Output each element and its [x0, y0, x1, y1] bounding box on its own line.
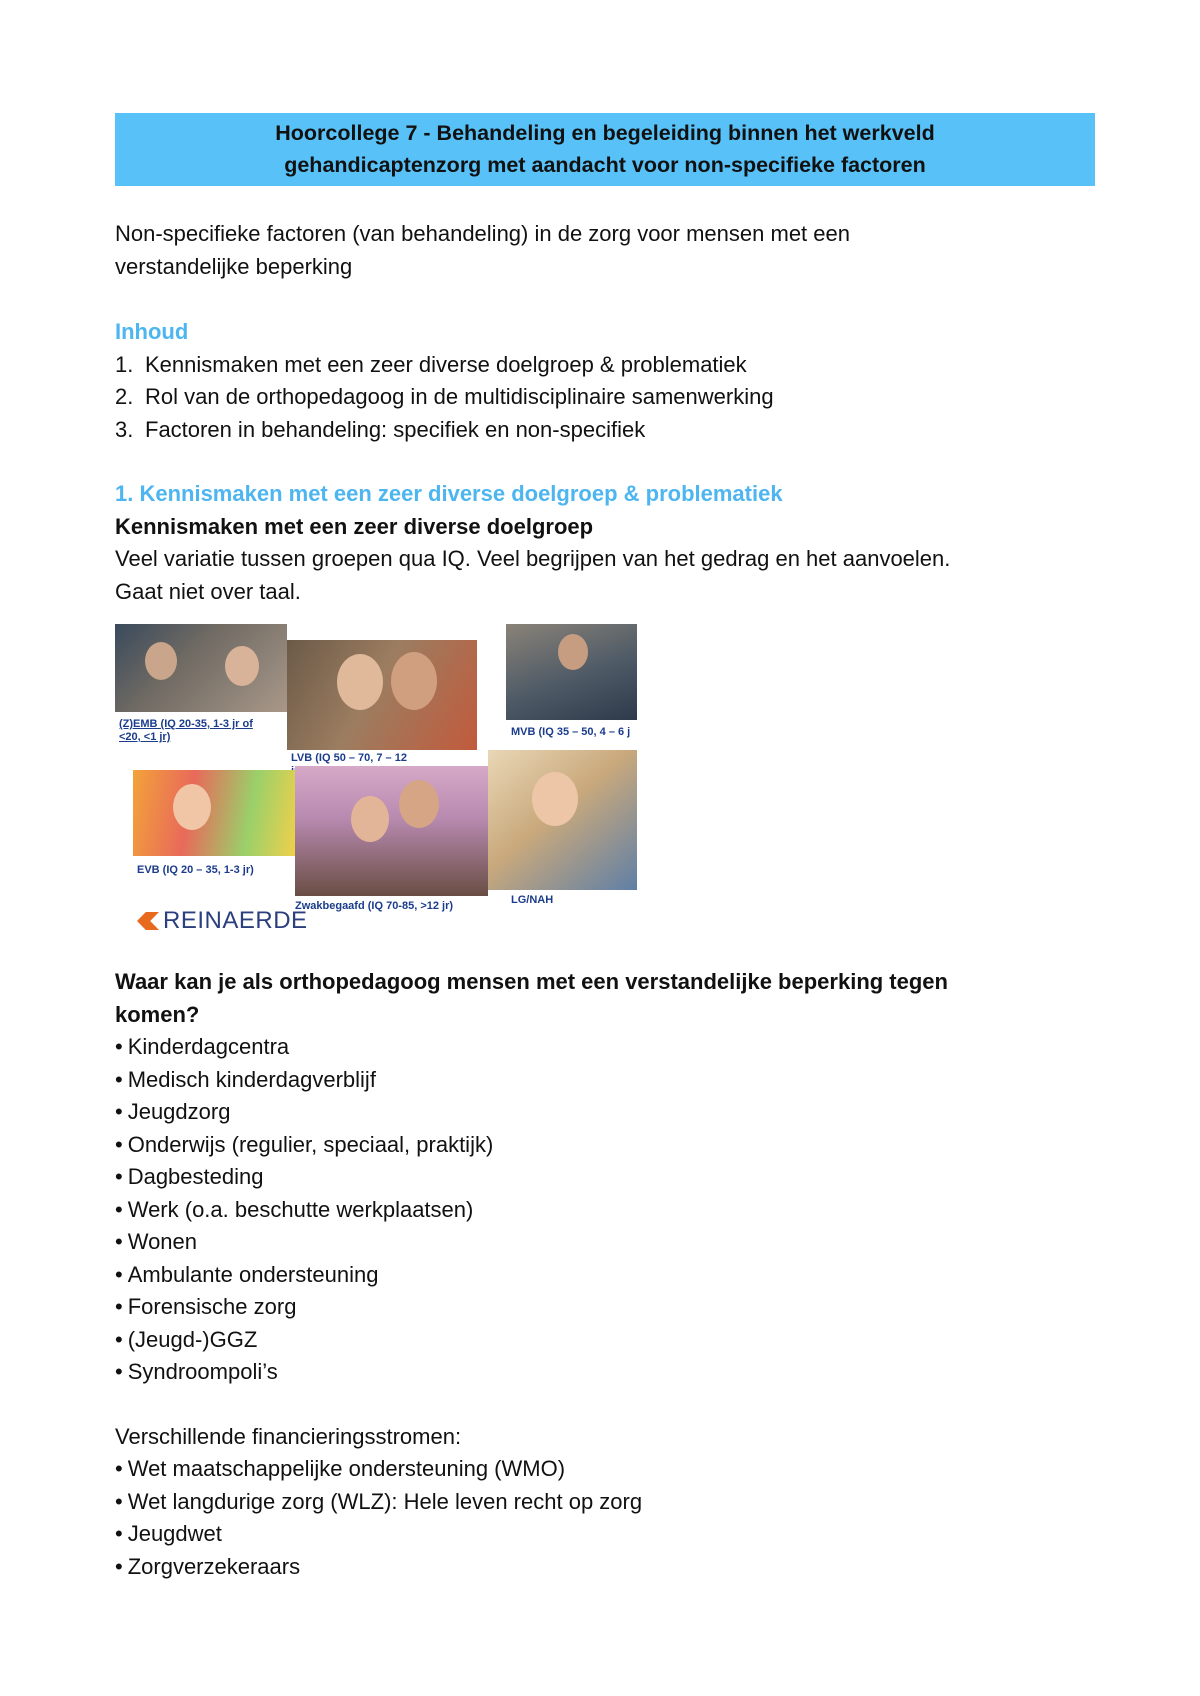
list-item: • Wonen [115, 1226, 1095, 1259]
person-figure [351, 796, 389, 842]
intro-line-1: Non-specifieke factoren (van behandeling) in de zorg voor mensen met een [115, 221, 850, 246]
person-figure [558, 634, 588, 670]
section-1-subheading: Kennismaken met een zeer diverse doelgroep [115, 513, 594, 539]
person-figure [399, 780, 439, 828]
list-item: • Wet maatschappelijke ondersteuning (WMO) [115, 1453, 1095, 1486]
paragraph-line-2: Gaat niet over taal. [115, 578, 301, 604]
photo-collage [115, 624, 645, 936]
caption-zemb: (Z)EMB (IQ 20-35, 1-3 jr of <20, <1 jr) [119, 718, 253, 743]
title-banner [115, 113, 1095, 186]
person-figure [173, 784, 211, 830]
toc-item [115, 349, 1095, 382]
list-item: • Jeugdwet [115, 1518, 1095, 1551]
toc-number: 2. [115, 384, 134, 409]
list-item: • Dagbesteding [115, 1161, 1095, 1194]
photo-mvb [506, 624, 637, 720]
toc-label: Rol van de orthopedagoog in de multidisciplinaire samenwerking [145, 384, 774, 409]
photo-lgnah [488, 750, 637, 890]
caption-evb: EVB (IQ 20 – 35, 1-3 jr) [137, 864, 254, 876]
paragraph-line-1: Veel variatie tussen groepen qua IQ. Veel begrijpen van het gedrag en het aanvoelen. [115, 546, 951, 571]
photo-lvb [287, 640, 477, 750]
toc-number: 3. [115, 416, 134, 442]
person-figure [532, 772, 578, 826]
list-item: • Syndroompoli’s [115, 1356, 1095, 1389]
person-figure [391, 652, 437, 710]
toc-item [115, 381, 1095, 414]
caption-mvb: MVB (IQ 35 – 50, 4 – 6 j [511, 726, 631, 738]
intro-text [115, 218, 1095, 283]
question-line-2: komen? [115, 1001, 200, 1027]
reinaerde-logo-icon [137, 912, 159, 930]
question-line-1: Waar kan je als orthopedagoog mensen met een verstandelijke beperking tegen [115, 969, 948, 994]
list-item: • Forensische zorg [115, 1291, 1095, 1324]
list-item: • Zorgverzekeraars [115, 1551, 1095, 1584]
caption-lgnah: LG/NAH [511, 894, 554, 906]
toc-list [115, 349, 1095, 447]
photo-evb [133, 770, 297, 856]
list-item: • (Jeugd-)GGZ [115, 1324, 1095, 1357]
list-item: • Kinderdagcentra [115, 1031, 1095, 1064]
where-list [115, 1031, 1095, 1389]
where-question [115, 966, 1095, 1031]
person-figure [337, 654, 383, 710]
section-1-heading: 1. Kennismaken met een zeer diverse doelgroep & problematiek [115, 481, 783, 506]
toc-item [115, 414, 1095, 447]
person-figure [145, 642, 177, 680]
photo-zemb [115, 624, 287, 712]
list-item: • Wet langdurige zorg (WLZ): Hele leven recht op zorg [115, 1486, 1095, 1519]
financing-list [115, 1453, 1095, 1583]
list-item: • Ambulante ondersteuning [115, 1259, 1095, 1292]
person-figure [225, 646, 259, 686]
section-1-paragraph [115, 543, 1095, 608]
title-line-1: Hoorcollege 7 - Behandeling en begeleiding binnen het werkveld [275, 121, 935, 145]
document-page [115, 113, 1095, 1583]
intro-line-2: verstandelijke beperking [115, 253, 353, 279]
toc-label: Factoren in behandeling: specifiek en non-specifiek [145, 416, 646, 442]
caption-zwakbegaafd: Zwakbegaafd (IQ 70-85, >12 jr) [295, 900, 454, 912]
reinaerde-logo-text: REINAERDE [163, 907, 308, 934]
toc-label: Kennismaken met een zeer diverse doelgroep & problematiek [145, 351, 747, 377]
list-item: • Werk (o.a. beschutte werkplaatsen) [115, 1194, 1095, 1227]
title-line-2: gehandicaptenzorg met aandacht voor non-specifieke factoren [284, 153, 926, 177]
list-item: • Medisch kinderdagverblijf [115, 1064, 1095, 1097]
photo-zwakbegaafd [295, 766, 488, 896]
reinaerde-logo [137, 907, 308, 935]
toc-heading: Inhoud [115, 319, 189, 344]
financing-heading: Verschillende financieringsstromen: [115, 1423, 462, 1449]
list-item: • Jeugdzorg [115, 1096, 1095, 1129]
toc-number: 1. [115, 351, 134, 377]
list-item: • Onderwijs (regulier, speciaal, praktijk) [115, 1129, 1095, 1162]
caption-lvb: LVB (IQ 50 – 70, 7 – 12 [291, 752, 407, 764]
